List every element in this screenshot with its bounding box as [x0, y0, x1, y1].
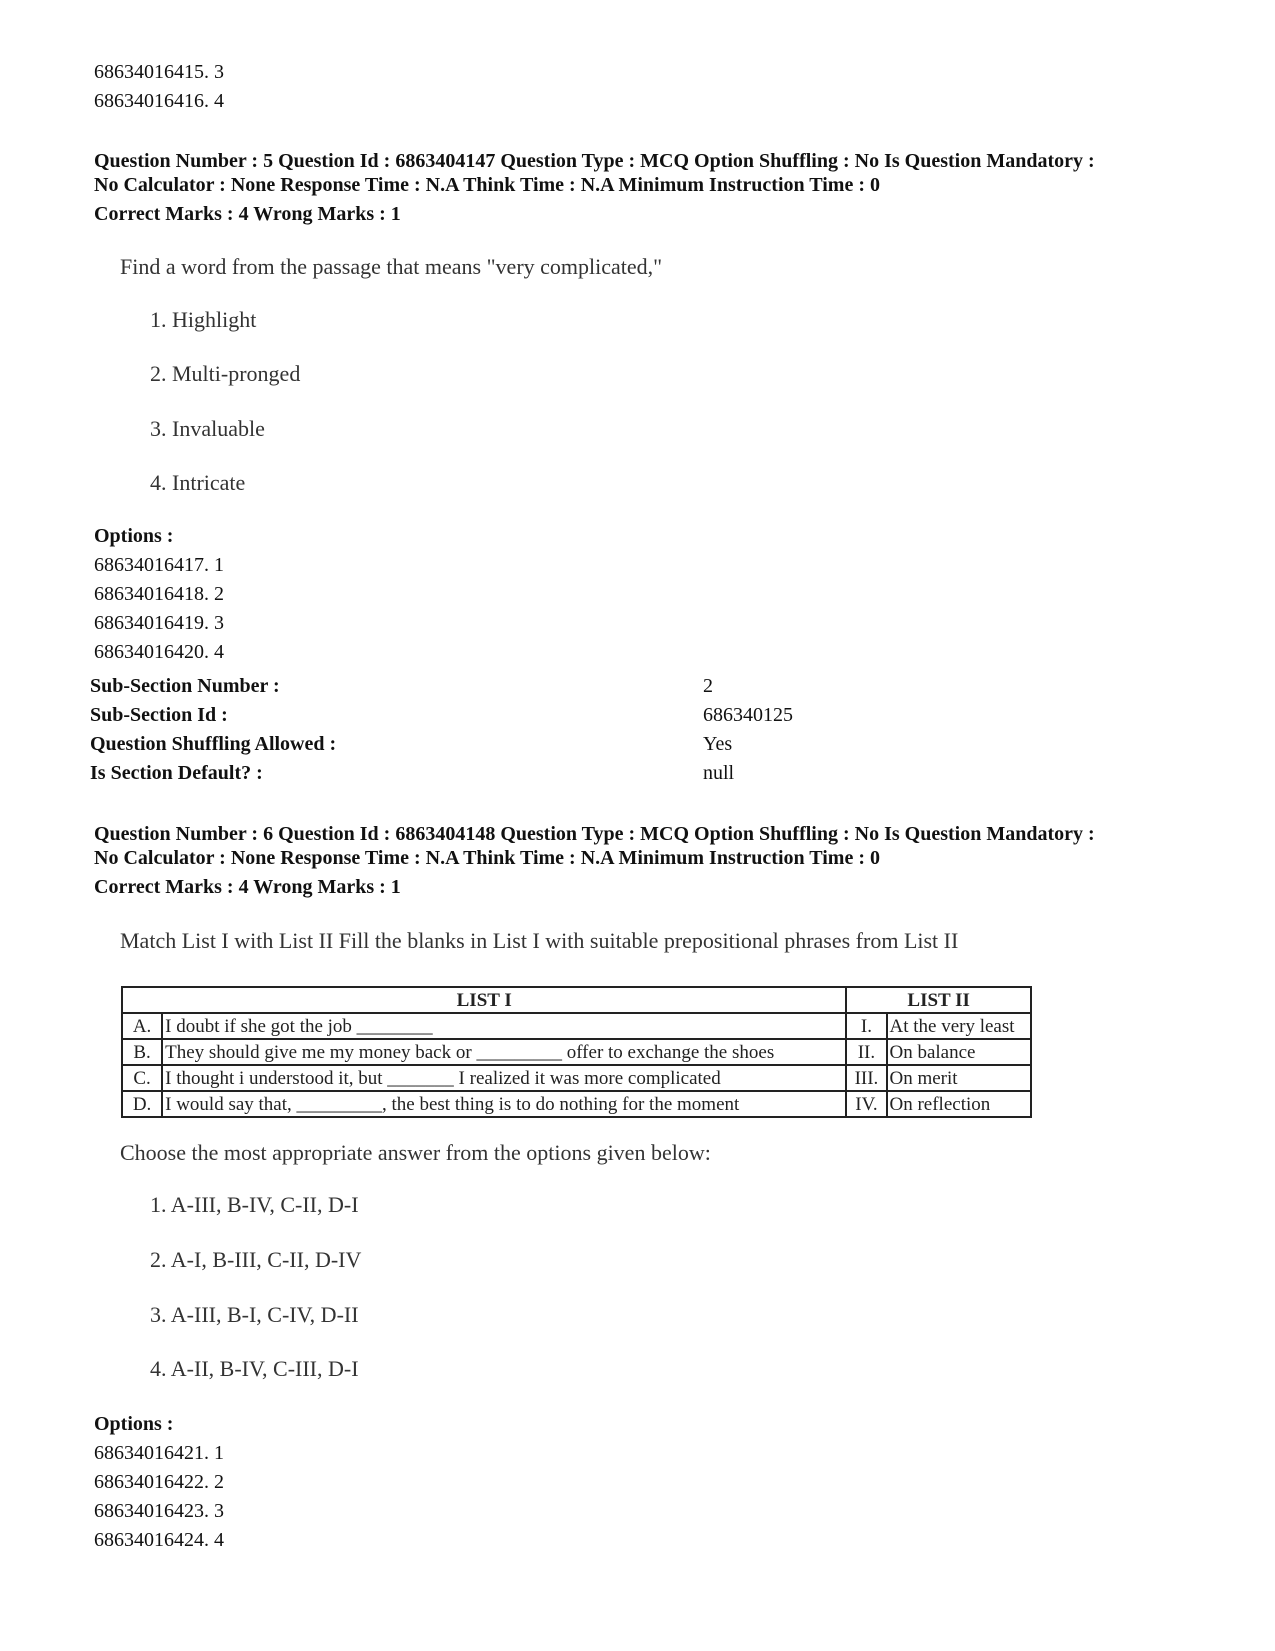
row-letter: A. [122, 1013, 162, 1039]
q6-choice: 4. A-II, B-IV, C-III, D-I [150, 1356, 359, 1381]
row-roman: IV. [846, 1091, 886, 1117]
q5-choice: 2. Multi-pronged [150, 361, 301, 386]
q5-choice: 3. Invaluable [150, 416, 265, 441]
q5-choice: 1. Highlight [150, 307, 257, 332]
q5-options-label: Options : [94, 525, 174, 547]
row-statement: I thought i understood it, but _______ I realized it was more complicated [162, 1065, 846, 1091]
section-default-label: Is Section Default? : [90, 762, 263, 784]
question-shuffling-label: Question Shuffling Allowed : [90, 733, 337, 755]
match-table [121, 986, 1032, 1118]
q6-instruction: Choose the most appropriate answer from the options given below: [120, 1140, 711, 1165]
subsection-id-label: Sub-Section Id : [90, 704, 228, 726]
subsection-number-label: Sub-Section Number : [90, 675, 280, 697]
table-row [122, 1065, 1031, 1091]
q5-option-line: 68634016420. 4 [94, 641, 224, 663]
q6-choice: 3. A-III, B-I, C-IV, D-II [150, 1302, 359, 1327]
row-roman: II. [846, 1039, 886, 1065]
row-roman: I. [846, 1013, 886, 1039]
subsection-number-value: 2 [703, 675, 713, 697]
row-phrase: On reflection [887, 1091, 1032, 1117]
list-1-header: LIST I [122, 987, 846, 1013]
list-2-header: LIST II [846, 987, 1031, 1013]
question-shuffling-value: Yes [703, 733, 733, 755]
q6-option-line: 68634016422. 2 [94, 1471, 224, 1493]
subsection-id-value: 686340125 [703, 704, 793, 726]
section-default-value: null [703, 762, 735, 784]
q6-meta-line-2: No Calculator : None Response Time : N.A Think Time : N.A Minimum Instruction Time : 0 [94, 847, 880, 869]
q5-meta-line-2: No Calculator : None Response Time : N.A Think Time : N.A Minimum Instruction Time : 0 [94, 174, 880, 196]
q5-option-line: 68634016418. 2 [94, 583, 224, 605]
row-statement: I would say that, _________, the best thing is to do nothing for the moment [162, 1091, 846, 1117]
q6-question-text: Match List I with List II Fill the blanks in List I with suitable prepositional phrases from List II [120, 928, 959, 953]
q5-meta-line-1: Question Number : 5 Question Id : 6863404147 Question Type : MCQ Option Shuffling : No Is Question Mandatory : [94, 150, 1095, 172]
q5-question-text: Find a word from the passage that means "very complicated," [120, 254, 663, 279]
row-roman: III. [846, 1065, 886, 1091]
q6-option-line: 68634016424. 4 [94, 1529, 224, 1551]
row-statement: I doubt if she got the job ________ [162, 1013, 846, 1039]
q6-options-label: Options : [94, 1413, 174, 1435]
row-letter: C. [122, 1065, 162, 1091]
q6-option-line: 68634016423. 3 [94, 1500, 224, 1522]
q5-choice: 4. Intricate [150, 470, 246, 495]
row-statement: They should give me my money back or _________ offer to exchange the shoes [162, 1039, 846, 1065]
row-phrase: On balance [887, 1039, 1032, 1065]
q6-choice: 2. A-I, B-III, C-II, D-IV [150, 1247, 362, 1272]
table-row [122, 1091, 1031, 1117]
q5-marks: Correct Marks : 4 Wrong Marks : 1 [94, 203, 401, 225]
row-phrase: On merit [887, 1065, 1032, 1091]
q6-option-line: 68634016421. 1 [94, 1442, 224, 1464]
row-letter: B. [122, 1039, 162, 1065]
table-row [122, 1039, 1031, 1065]
row-letter: D. [122, 1091, 162, 1117]
q5-option-line: 68634016419. 3 [94, 612, 224, 634]
q6-marks: Correct Marks : 4 Wrong Marks : 1 [94, 876, 401, 898]
table-row [122, 1013, 1031, 1039]
table-header-row [122, 987, 1031, 1013]
q6-meta-line-1: Question Number : 6 Question Id : 6863404148 Question Type : MCQ Option Shuffling : No Is Question Mandatory : [94, 823, 1095, 845]
option-line: 68634016415. 3 [94, 61, 224, 83]
q6-choice: 1. A-III, B-IV, C-II, D-I [150, 1192, 359, 1217]
option-line: 68634016416. 4 [94, 90, 224, 112]
q5-option-line: 68634016417. 1 [94, 554, 224, 576]
row-phrase: At the very least [887, 1013, 1032, 1039]
